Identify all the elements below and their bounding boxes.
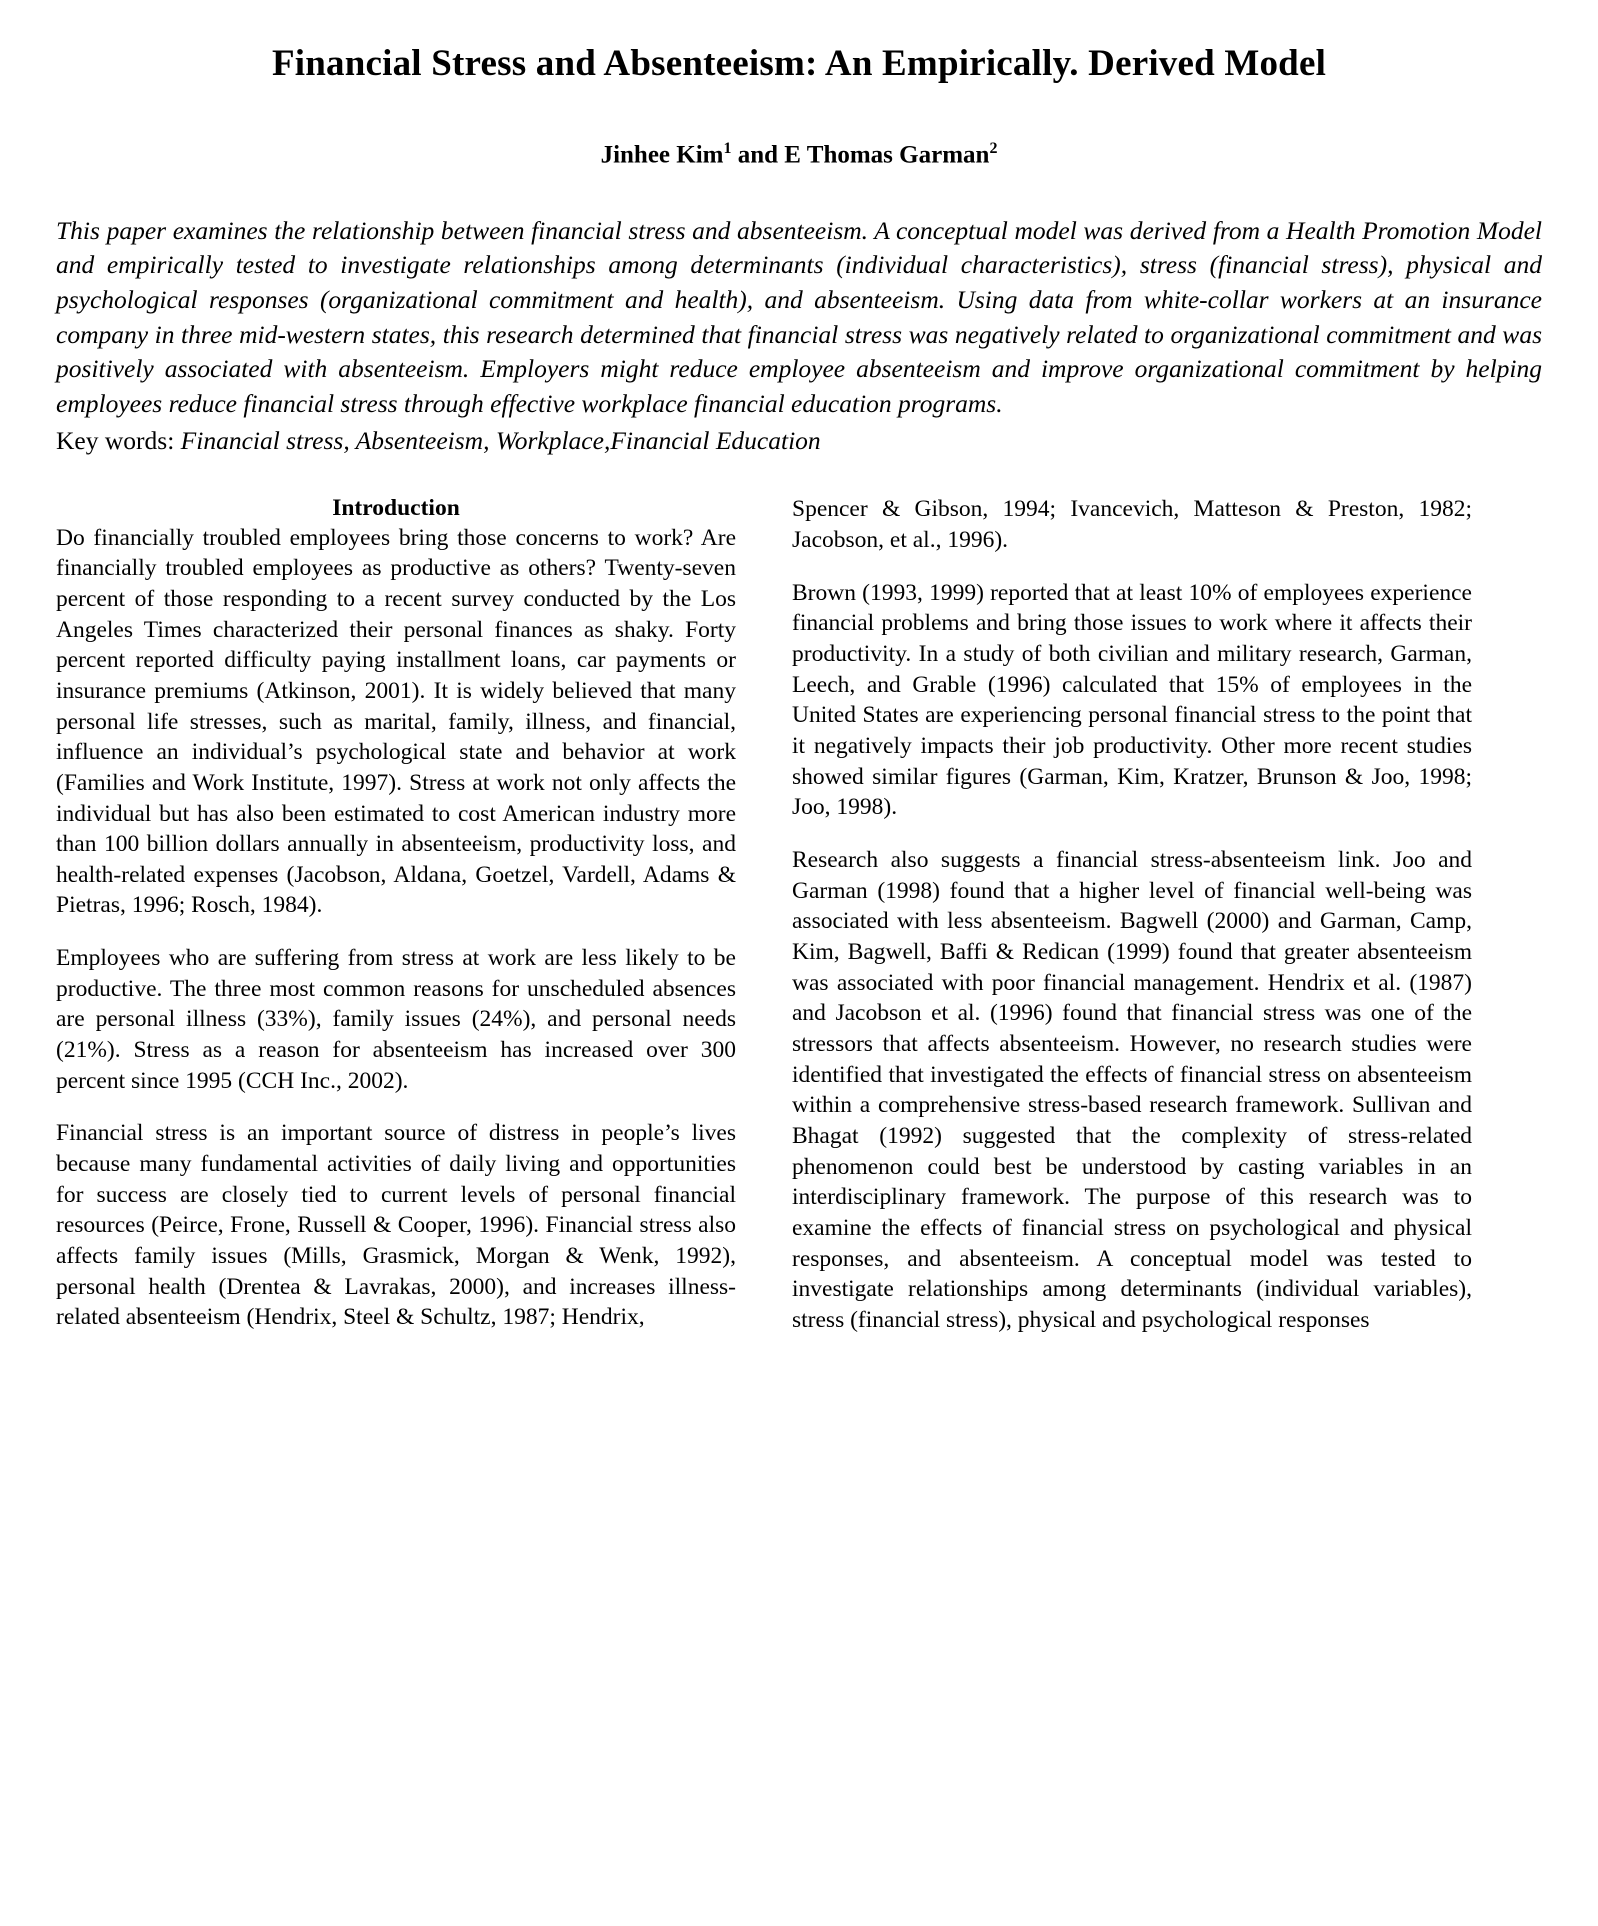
paragraph: Brown (1993, 1999) reported that at least 10% of employees experience financial problems and bring those issues to work where it affects their productivity. In a study of both civilian and military research, Garman, Leech, and Grable (1996) calculated that 15% of employees in the United States are experiencing personal financial stress to the point that it negatively impacts their job productivity. Other more recent studies showed similar figures (Garman, Kim, Kratzer, Brunson & Joo, 1998; Joo, 1998). xyxy=(792,579,1472,821)
author-two-name: E Thomas Garman xyxy=(784,141,990,169)
keywords-line xyxy=(56,424,1542,459)
section-heading-introduction: Introduction xyxy=(332,495,460,522)
paragraph: Research also suggests a financial stress-absenteeism link. Joo and Garman (1998) found that a higher level of financial well-being was associated with less absenteeism. Bagwell (2000) and Garman, Camp, Kim, Bagwell, Baffi & Redican (1999) found that greater absenteeism was associated with poor financial management. Hendrix et al. (1987) and Jacobson et al. (1996) found that financial stress was one of the stressors that affects absenteeism. However, no research studies were identified that investigated the effects of financial stress on absenteeism within a comprehensive stress-based research framework. Sullivan and Bhagat (1992) suggested that the complexity of stress-related phenomenon could best be understood by casting variables in an interdisciplinary framework. The purpose of this research was to examine the effects of financial stress on psychological and physical responses, and absenteeism. A conceptual model was tested to investigate relationships among determinants (individual variables), stress (financial stress), physical and psychological responses xyxy=(792,846,1472,1333)
page-title: Financial Stress and Absenteeism: An Empirically. Derived Model xyxy=(271,43,1327,84)
paragraph: Do financially troubled employees bring those concerns to work? Are financially troubled employees as productive as others? Twenty-seven percent of those responding to a recent survey conducted by the Los Angeles Times characterized their personal finances as shaky. Forty percent reported difficulty paying installment loans, car payments or insurance premiums (Atkinson, 2001). It is widely believed that many personal life stresses, such as marital, family, illness, and financial, influence an individual’s psychological state and behavior at work (Families and Work Institute, 1997). Stress at work not only affects the individual but has also been estimated to cost American industry more than 100 billion dollars annually in absenteeism, productivity loss, and health-related expenses (Jacobson, Aldana, Goetzel, Vardell, Adams & Pietras, 1996; Rosch, 1984). xyxy=(56,524,736,919)
keywords-label: Key words: xyxy=(56,425,181,455)
author-two-footnote-marker: 2 xyxy=(989,140,998,158)
left-column xyxy=(56,494,736,1335)
abstract-text: This paper examines the relationship between financial stress and absenteeism. A conceptual model was derived from a Health Promotion Model and empirically tested to investigate relationships among determinants (individual characteristics), stress (financial stress), physical and psychological responses (organizational commitment and health), and absenteeism. Using data from white-collar workers at an insurance company in three mid-western states, this research determined that financial stress was negatively related to organizational commitment and was positively associated with absenteeism. Employers might reduce employee absenteeism and improve organizational commitment by helping employees reduce financial stress through effective workplace financial education programs. xyxy=(56,215,1542,419)
author-one-footnote-marker: 1 xyxy=(723,140,732,158)
keywords-value: Financial stress, Absenteeism, Workplace,Financial Education xyxy=(180,425,821,455)
author-line xyxy=(56,140,1542,169)
author-conjunction: and xyxy=(731,141,785,169)
paragraph: Financial stress is an important source of distress in people’s lives because many fundamental activities of daily living and opportunities for success are closely tied to current levels of personal financial resources (Peirce, Frone, Russell & Cooper, 1996). Financial stress also affects family issues (Mills, Grasmick, Morgan & Wenk, 1992), personal health (Drentea & Lavrakas, 2000), and increases illness-related absenteeism (Hendrix, Steel & Schultz, 1987; Hendrix, xyxy=(56,1120,736,1331)
paragraph: Spencer & Gibson, 1994; Ivancevich, Matteson & Preston, 1982; Jacobson, et al., 1996). xyxy=(792,496,1472,554)
right-column xyxy=(792,494,1472,1335)
paragraph: Employees who are suffering from stress at work are less likely to be productive. The three most common reasons for unscheduled absences are personal illness (33%), family issues (24%), and personal needs (21%). Stress as a reason for absenteeism has increased over 300 percent since 1995 (CCH Inc., 2002). xyxy=(56,945,736,1094)
two-column-body xyxy=(56,494,1542,1335)
author-one-name: Jinhee Kim xyxy=(600,141,724,169)
